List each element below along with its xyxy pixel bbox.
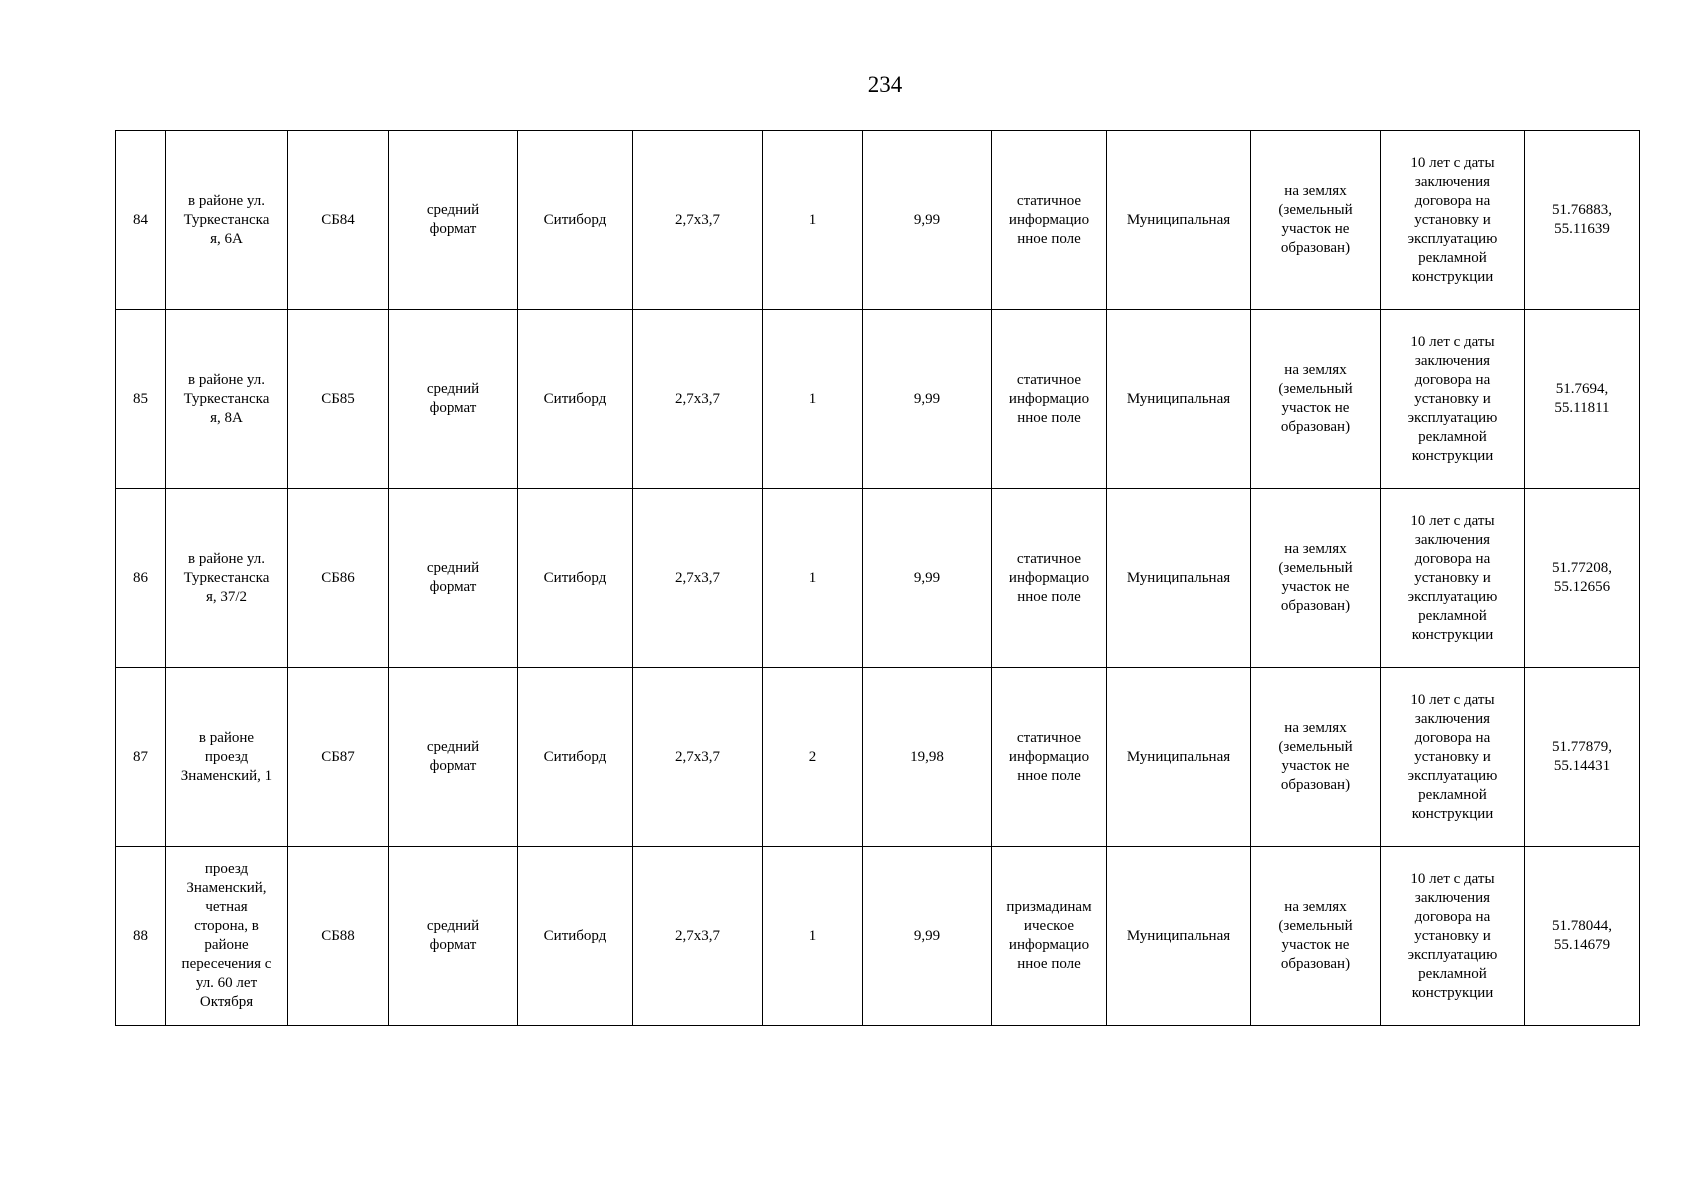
cell-area: 19,98 [863,668,992,847]
cell-code: СБ85 [288,310,389,489]
cell-term: 10 лет с даты заключения договора на установку и эксплуатацию рекламной конструкции [1381,489,1525,668]
cell-term: 10 лет с даты заключения договора на установку и эксплуатацию рекламной конструкции [1381,131,1525,310]
cell-type: Ситиборд [518,668,633,847]
cell-area: 9,99 [863,131,992,310]
page-number: 234 [867,72,903,97]
cell-sides: 1 [763,847,863,1026]
cell-coordinates: 51.7694, 55.11811 [1525,310,1640,489]
advertising-structures-table [115,130,1640,1026]
cell-coordinates: 51.77879, 55.14431 [1525,668,1640,847]
cell-land: на землях (земельный участок не образован) [1251,847,1381,1026]
cell-sides: 1 [763,310,863,489]
cell-number: 88 [116,847,166,1026]
table-row [116,847,1640,1026]
cell-term: 10 лет с даты заключения договора на установку и эксплуатацию рекламной конструкции [1381,847,1525,1026]
cell-code: СБ88 [288,847,389,1026]
cell-field-type: статичное информацио нное поле [992,668,1107,847]
cell-location: в районе ул. Туркестанска я, 6А [166,131,288,310]
cell-area: 9,99 [863,310,992,489]
cell-number: 87 [116,668,166,847]
cell-type: Ситиборд [518,310,633,489]
cell-ownership: Муниципальная [1107,668,1251,847]
cell-format: средний формат [389,847,518,1026]
cell-format: средний формат [389,489,518,668]
cell-area: 9,99 [863,489,992,668]
cell-coordinates: 51.77208, 55.12656 [1525,489,1640,668]
cell-size: 2,7х3,7 [633,668,763,847]
cell-land: на землях (земельный участок не образован) [1251,668,1381,847]
cell-location: в районе ул. Туркестанска я, 37/2 [166,489,288,668]
cell-land: на землях (земельный участок не образован) [1251,131,1381,310]
cell-field-type: статичное информацио нное поле [992,489,1107,668]
cell-coordinates: 51.78044, 55.14679 [1525,847,1640,1026]
cell-field-type: статичное информацио нное поле [992,310,1107,489]
cell-ownership: Муниципальная [1107,489,1251,668]
cell-term: 10 лет с даты заключения договора на установку и эксплуатацию рекламной конструкции [1381,668,1525,847]
table-row [116,668,1640,847]
table-row [116,310,1640,489]
cell-location: проезд Знаменский, четная сторона, в районе пересечения с ул. 60 лет Октября [166,847,288,1026]
cell-ownership: Муниципальная [1107,847,1251,1026]
cell-number: 84 [116,131,166,310]
cell-ownership: Муниципальная [1107,131,1251,310]
cell-format: средний формат [389,131,518,310]
cell-location: в районе ул. Туркестанска я, 8А [166,310,288,489]
cell-size: 2,7х3,7 [633,847,763,1026]
cell-type: Ситиборд [518,847,633,1026]
cell-area: 9,99 [863,847,992,1026]
cell-type: Ситиборд [518,131,633,310]
cell-land: на землях (земельный участок не образован) [1251,310,1381,489]
cell-number: 86 [116,489,166,668]
cell-term: 10 лет с даты заключения договора на установку и эксплуатацию рекламной конструкции [1381,310,1525,489]
cell-coordinates: 51.76883, 55.11639 [1525,131,1640,310]
cell-ownership: Муниципальная [1107,310,1251,489]
table-row [116,489,1640,668]
cell-sides: 1 [763,131,863,310]
cell-code: СБ87 [288,668,389,847]
cell-size: 2,7х3,7 [633,489,763,668]
cell-land: на землях (земельный участок не образован) [1251,489,1381,668]
table-row [116,131,1640,310]
cell-field-type: призмадинам ическое информацио нное поле [992,847,1107,1026]
cell-field-type: статичное информацио нное поле [992,131,1107,310]
cell-location: в районе проезд Знаменский, 1 [166,668,288,847]
cell-code: СБ84 [288,131,389,310]
cell-format: средний формат [389,668,518,847]
cell-number: 85 [116,310,166,489]
cell-sides: 1 [763,489,863,668]
cell-size: 2,7х3,7 [633,131,763,310]
cell-sides: 2 [763,668,863,847]
cell-format: средний формат [389,310,518,489]
cell-type: Ситиборд [518,489,633,668]
cell-code: СБ86 [288,489,389,668]
cell-size: 2,7х3,7 [633,310,763,489]
